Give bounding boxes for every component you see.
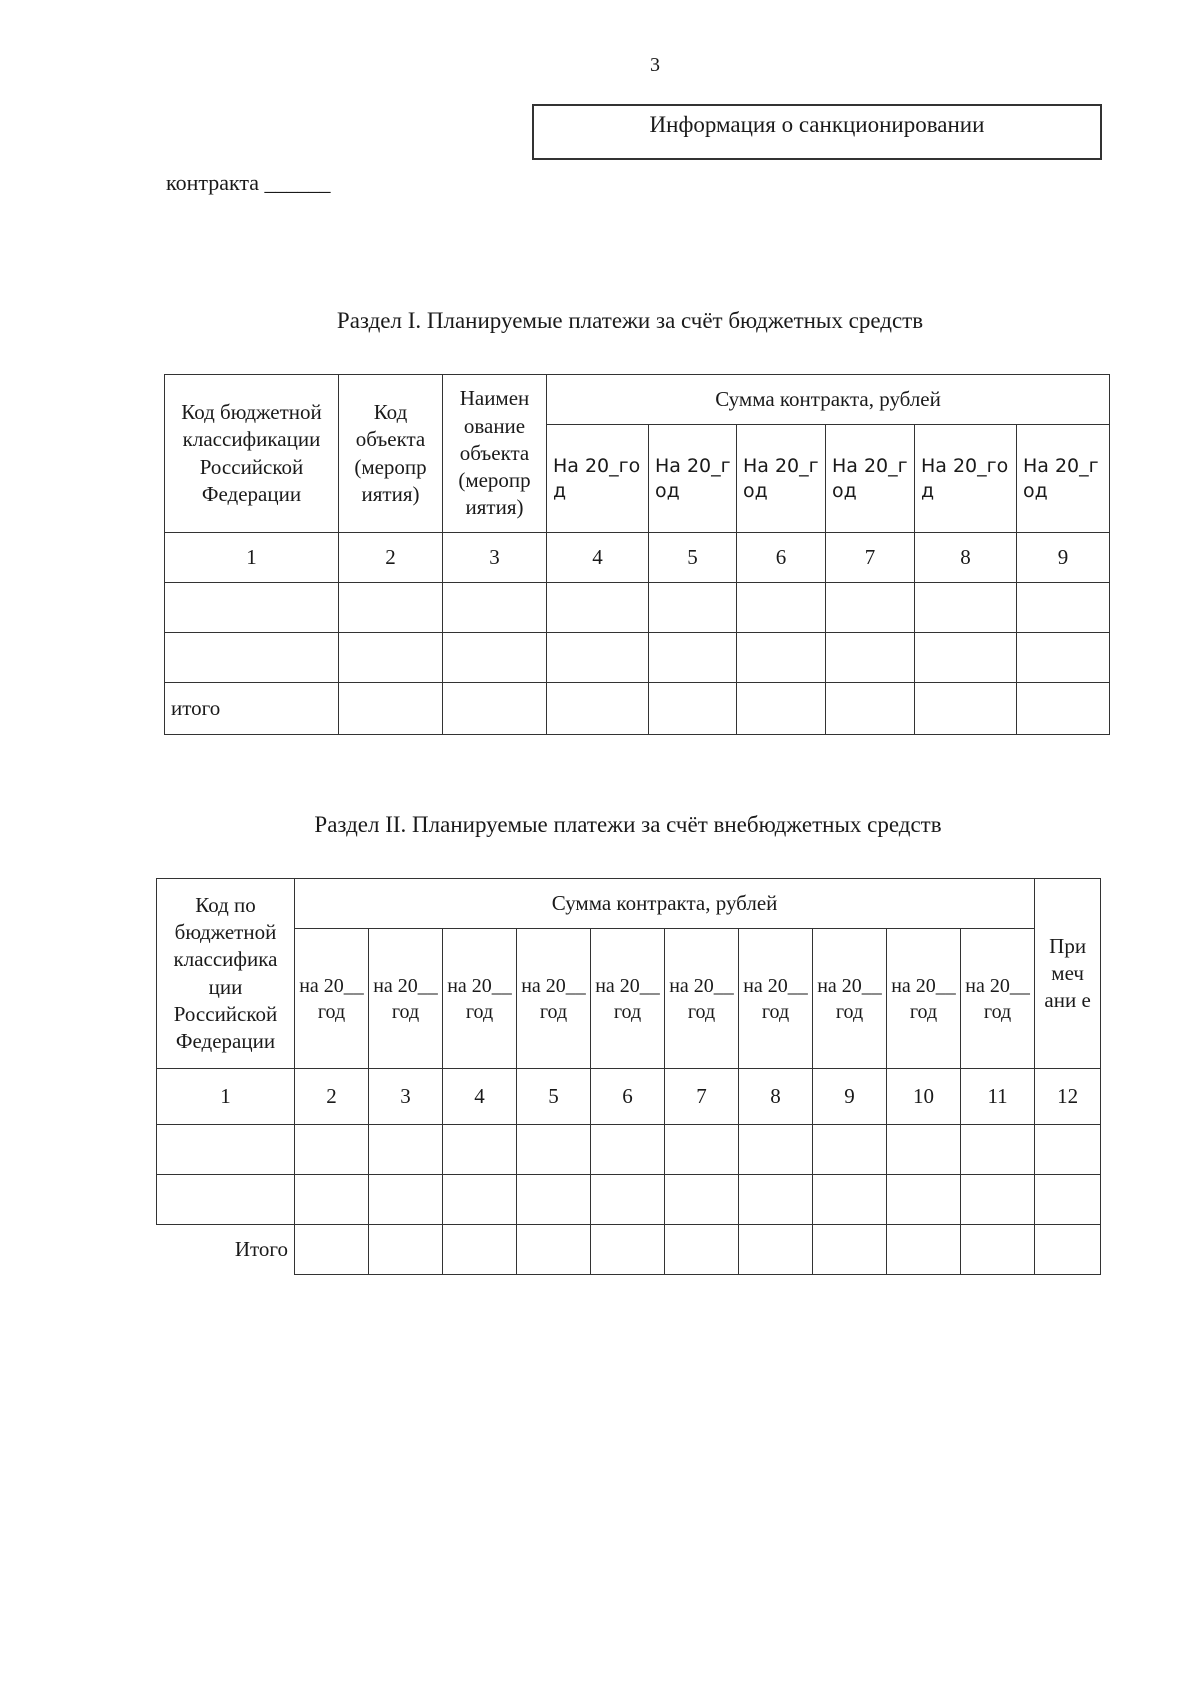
s1-col-number: 5: [649, 533, 737, 583]
s1-header-object-name: Наимен ование объекта (меропр иятия): [443, 375, 547, 533]
s2-header-kbk: Код по бюджетной классифика ции Российской Федерации: [157, 879, 295, 1069]
s2-year-col: на 20__ год: [665, 929, 739, 1069]
s1-year-col: На 20_год: [547, 425, 649, 533]
s1-header-object-code: Код объекта (меропр иятия): [339, 375, 443, 533]
s1-col-number: 1: [165, 533, 339, 583]
s2-col-number: 4: [443, 1069, 517, 1125]
contract-label: контракта ______: [166, 170, 331, 195]
s2-total-label: Итого: [234, 1237, 288, 1262]
section2-title: Раздел II. Планируемые платежи за счёт внебюджетных средств: [314, 812, 942, 837]
s1-total-row: [165, 683, 1110, 735]
s2-col-number: 10: [887, 1069, 961, 1125]
s2-empty-row: [157, 1175, 1101, 1225]
s2-col-number: 8: [739, 1069, 813, 1125]
s2-col-number: 1: [157, 1069, 295, 1125]
s1-empty-row: [165, 583, 1110, 633]
s1-col-number: 8: [915, 533, 1017, 583]
s2-header-sum: Сумма контракта, рублей: [295, 879, 1035, 929]
s1-year-col: На 20_год: [915, 425, 1017, 533]
s1-col-number: 6: [737, 533, 826, 583]
s2-year-col: на 20__ год: [739, 929, 813, 1069]
s2-total-row: [157, 1225, 1101, 1275]
s1-col-number: 2: [339, 533, 443, 583]
s1-header-sum: Сумма контракта, рублей: [547, 375, 1110, 425]
s2-year-col: на 20__ год: [517, 929, 591, 1069]
s1-year-col: На 20_год: [737, 425, 826, 533]
section1-title: Раздел I. Планируемые платежи за счёт бюджетных средств: [336, 308, 924, 333]
s2-year-col: на 20__ год: [443, 929, 517, 1069]
s2-col-number: 3: [369, 1069, 443, 1125]
s2-header-note: При меч ани е: [1035, 879, 1101, 1069]
header-box: [532, 104, 1102, 160]
s2-empty-row: [157, 1125, 1101, 1175]
s1-year-col: На 20_год: [1017, 425, 1110, 533]
s1-empty-row: [165, 633, 1110, 683]
page-number: 3: [650, 54, 660, 76]
s1-year-col: На 20_год: [826, 425, 915, 533]
s1-header-kbk: Код бюджетной классификации Российской Федерации: [165, 375, 339, 533]
s1-col-number: 9: [1017, 533, 1110, 583]
s1-col-number: 7: [826, 533, 915, 583]
section2-table: [156, 878, 1101, 1275]
s2-col-number: 2: [295, 1069, 369, 1125]
s1-col-number: 3: [443, 533, 547, 583]
header-box-text: Информация о санкционировании: [649, 112, 985, 137]
s2-year-col: на 20__ год: [369, 929, 443, 1069]
s1-col-number: 4: [547, 533, 649, 583]
s2-year-col: на 20__ год: [295, 929, 369, 1069]
section1-table: [164, 374, 1110, 735]
s2-col-number: 11: [961, 1069, 1035, 1125]
s2-col-number: 6: [591, 1069, 665, 1125]
s2-col-number: 7: [665, 1069, 739, 1125]
s2-col-number: 12: [1035, 1069, 1101, 1125]
s2-col-number: 9: [813, 1069, 887, 1125]
s1-year-col: На 20_год: [649, 425, 737, 533]
s1-total-label: итого: [165, 683, 339, 735]
s2-year-col: на 20__ год: [961, 929, 1035, 1069]
s2-col-number: 5: [517, 1069, 591, 1125]
s2-year-col: на 20__ год: [887, 929, 961, 1069]
s2-year-col: на 20__ год: [813, 929, 887, 1069]
s2-year-col: на 20__ год: [591, 929, 665, 1069]
